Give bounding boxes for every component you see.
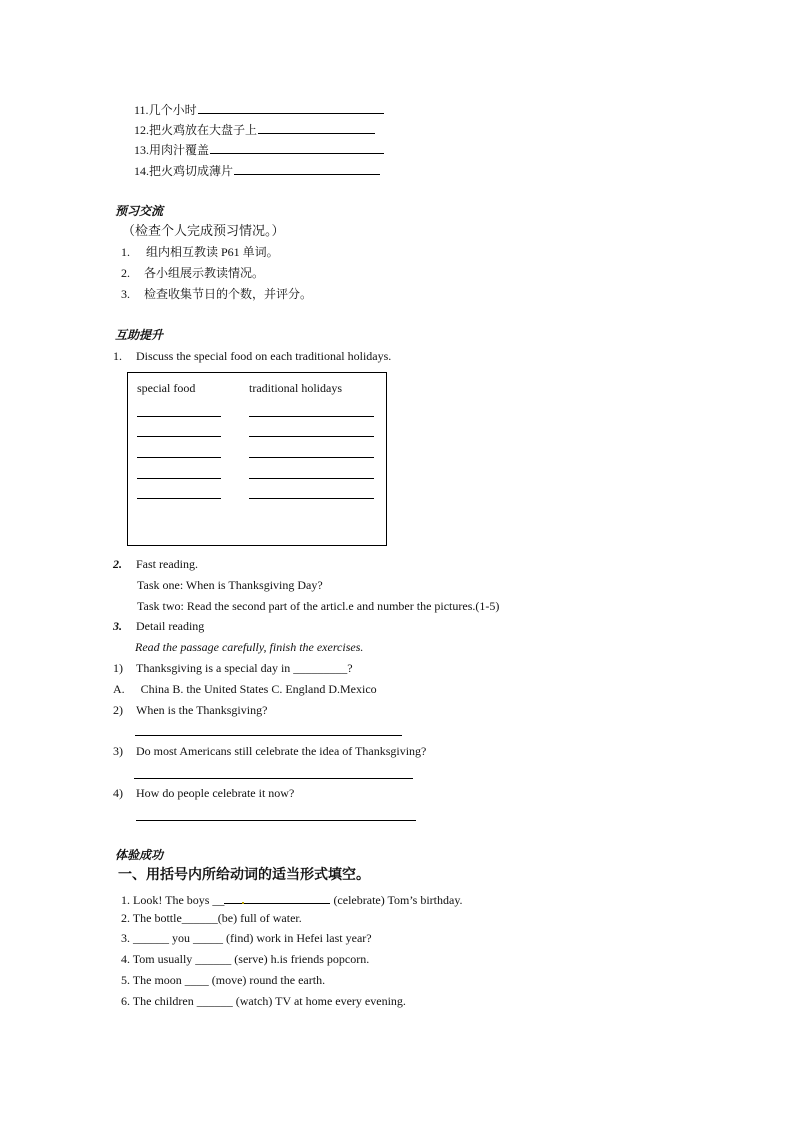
answer-blank[interactable] <box>210 141 384 154</box>
holiday-blank-1[interactable] <box>249 416 374 417</box>
food-holiday-table <box>127 372 387 546</box>
holiday-blank-2[interactable] <box>249 436 374 437</box>
detail-question-2 <box>113 704 267 716</box>
exercise-title: 一、用括号内所给动词的适当形式填空。 <box>118 868 370 883</box>
question-text: Fast reading. <box>136 557 198 571</box>
holiday-blank-3[interactable] <box>249 457 374 458</box>
question-number: 2) <box>113 703 123 717</box>
phrase-number: 11. <box>134 103 149 117</box>
section-heading-preview: 预习交流 <box>115 204 164 218</box>
question-3 <box>113 620 204 632</box>
answer-blank[interactable] <box>224 891 330 904</box>
question-text: Thanksgiving is a special day in _________? <box>136 661 353 675</box>
phrase-11 <box>134 101 384 116</box>
question-number: 3) <box>113 744 123 758</box>
detail-question-4 <box>113 787 294 799</box>
food-blank-4[interactable] <box>137 478 221 479</box>
question-number: 4) <box>113 786 123 800</box>
item-text: 组内相互教读 P61 单词。 <box>146 245 279 259</box>
food-blank-1[interactable] <box>137 416 221 417</box>
food-blank-3[interactable] <box>137 457 221 458</box>
sentence-end: (celebrate) Tom’s birthday. <box>333 893 463 907</box>
answer-blank[interactable] <box>258 121 375 134</box>
exercise-sentence-2: 2. The bottle______(be) full of water. <box>121 911 302 925</box>
sentence-start: 1. Look! The boys __ <box>121 893 225 907</box>
ink-dot-mark <box>242 902 244 904</box>
answer-line-2[interactable] <box>135 735 402 736</box>
detail-question-1 <box>113 662 353 674</box>
holiday-blank-4[interactable] <box>249 478 374 479</box>
preview-note: （检查个人完成预习情况。） <box>122 223 285 238</box>
phrase-13 <box>134 141 384 156</box>
item-number: 1. <box>121 245 130 259</box>
question-number: 1) <box>113 661 123 675</box>
food-blank-5[interactable] <box>137 498 221 499</box>
phrase-12 <box>134 121 375 136</box>
question-number: 2. <box>113 557 122 571</box>
answer-line-4[interactable] <box>136 820 416 821</box>
phrase-text: 把火鸡放在大盘子上 <box>149 123 258 137</box>
question-text: When is the Thanksgiving? <box>136 703 268 717</box>
exercise-sentence-4: 4. Tom usually ______ (serve) h.is friends popcorn. <box>121 952 370 966</box>
item-number: 3. <box>121 287 130 301</box>
item-number: 2. <box>121 266 130 280</box>
question-text: Discuss the special food on each traditional holidays. <box>136 349 392 363</box>
answer-blank[interactable] <box>234 162 380 175</box>
exercise-sentence-5: 5. The moon ____ (move) round the earth. <box>121 973 326 987</box>
options-text: China B. the United States C. England D.Mexico <box>140 682 377 696</box>
question-text: Do most Americans still celebrate the idea of Thanksgiving? <box>136 744 427 758</box>
detail-instruction: Read the passage carefully, finish the exercises. <box>135 640 364 654</box>
question-text: Detail reading <box>136 619 205 633</box>
exercise-sentence-6: 6. The children ______ (watch) TV at home every evening. <box>121 994 406 1008</box>
item-text: 检查收集节日的个数，并评分。 <box>144 287 313 301</box>
question-1 <box>113 350 391 362</box>
item-text: 各小组展示教读情况。 <box>144 266 265 280</box>
preview-item-3 <box>121 288 312 300</box>
table-header-special-food: special food <box>137 381 196 395</box>
answer-blank[interactable] <box>198 101 384 114</box>
table-header-traditional-holidays: traditional holidays <box>249 381 342 395</box>
exercise-sentence-1 <box>121 891 463 906</box>
question-2 <box>113 558 198 570</box>
phrase-text: 几个小时 <box>148 103 197 117</box>
task-two: Task two: Read the second part of the articl.e and number the pictures.(1-5) <box>137 599 500 613</box>
question-text: How do people celebrate it now? <box>136 786 295 800</box>
phrase-number: 12. <box>134 123 149 137</box>
answer-line-3[interactable] <box>134 778 413 779</box>
exercise-sentence-3: 3. ______ you _____ (find) work in Hefei last year? <box>121 931 372 945</box>
preview-item-2 <box>121 267 264 279</box>
phrase-number: 14. <box>134 164 149 178</box>
section-heading-improve: 互助提升 <box>115 328 164 342</box>
food-blank-2[interactable] <box>137 436 221 437</box>
option-letter: A. <box>113 682 125 696</box>
phrase-text: 把火鸡切成薄片 <box>149 164 234 178</box>
question-number: 1. <box>113 349 122 363</box>
task-one: Task one: When is Thanksgiving Day? <box>137 578 323 592</box>
phrase-14 <box>134 162 380 177</box>
holiday-blank-5[interactable] <box>249 498 374 499</box>
section-heading-success: 体验成功 <box>115 848 164 862</box>
detail-question-3 <box>113 745 426 757</box>
phrase-text: 用肉汁覆盖 <box>149 143 210 157</box>
preview-item-1 <box>121 246 279 258</box>
phrase-number: 13. <box>134 143 149 157</box>
answer-options <box>113 683 377 695</box>
question-number: 3. <box>113 619 122 633</box>
